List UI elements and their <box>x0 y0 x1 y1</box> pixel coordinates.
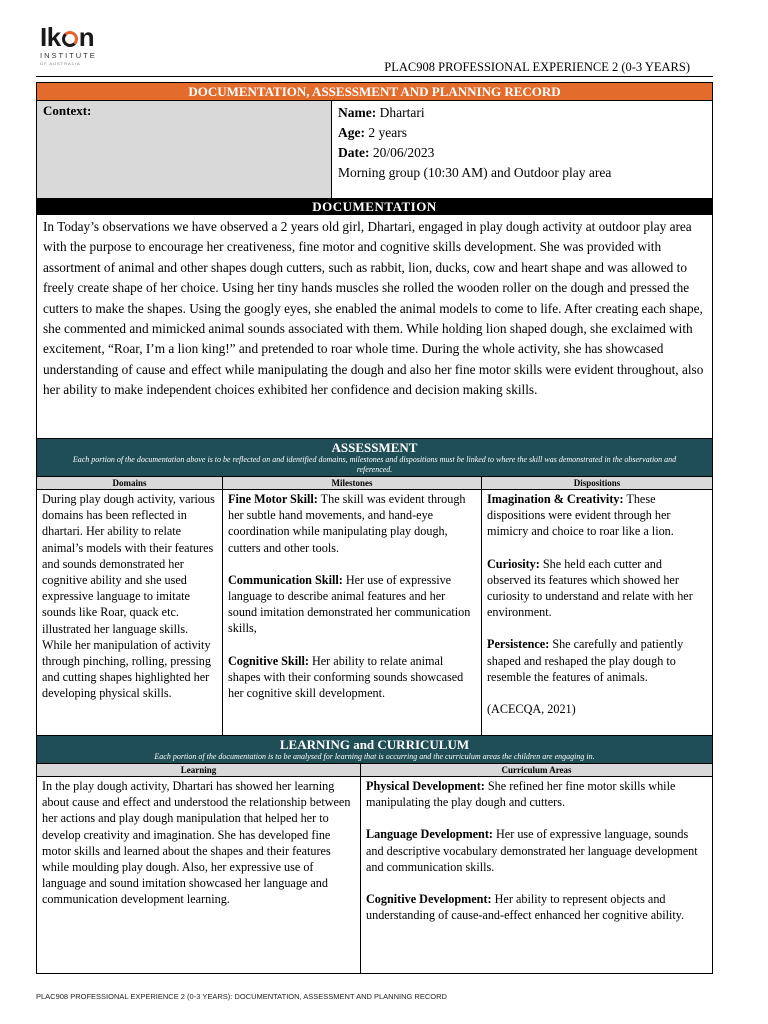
milestones-cell <box>223 490 482 735</box>
learning-cell <box>37 777 361 973</box>
curriculum-label: Language Development: <box>366 827 493 842</box>
curriculum-cell <box>361 777 712 973</box>
dispositions-column-header: Dispositions <box>482 476 712 490</box>
curriculum-column-header: Curriculum Areas <box>361 763 712 777</box>
curriculum-cognitive <box>366 891 707 923</box>
disposition-curiosity <box>487 556 707 621</box>
assessment-table <box>37 476 712 735</box>
name-label: Name: <box>338 105 377 120</box>
disposition-reference: (ACECQA, 2021) <box>487 702 576 717</box>
assessment-subtitle: Each portion of the documentation above is to be reflected on and identified domains, milestones and dispositions must be linked to where the skill was demonstrated in the observation and referenced. <box>72 455 677 474</box>
curriculum-label: Physical Development: <box>366 779 485 793</box>
record-form <box>36 82 713 974</box>
date-label: Date: <box>338 145 370 160</box>
milestones-column-header: Milestones <box>223 476 482 490</box>
curriculum-label: Cognitive Development: <box>366 892 492 907</box>
date-line <box>338 143 706 163</box>
logo-subtitle-small: OF AUSTRALIA <box>40 61 81 66</box>
curriculum-text: Her use of expressive language, sounds and descriptive vocabulary demonstrated her language development and communication skills. <box>366 827 698 874</box>
header-divider <box>36 76 713 77</box>
disposition-text: She held each cutter and observed its features which showed her curiosity to understand and relate with her environment. <box>487 556 693 620</box>
documentation-text: In Today’s observations we have observed a 2 years old girl, Dhartari, engaged in play dough activity at outdoor play area with the purpose to encourage her creativeness, fine motor and cognitive skills development. She was provided with assortment of animal and other shapes dough cutters, such as rabbit, lion, ducks, cow and heart shape and was allowed to freely create shape of her choice. Using her tiny hands muscles she rolled the wooden roller on the dough and pressed the cutters to make the shapes. Using the googly eyes, she enabled the animal models to come to life. After creating each shape, she commented and mimicked animal sounds associated with them. While holding lion shaped dough, she exclaimed with excitement, “Roar, I’m a lion king!” and pretended to roar whole time. During the whole activity, she has showcased understanding of cause and effect while manipulating the dough and also her fine motor skills were evident throughout, also her ability to make independent choices exhibited her confidence and decision making skills. <box>37 215 712 439</box>
domains-cell <box>37 490 223 735</box>
milestone-text: Her use of expressive language to describe animal features and her sound imitation demonstrated her communication skills, <box>228 572 471 636</box>
learning-text: In the play dough activity, Dhartari has showed her learning about cause and effect and understood the relationship between her actions and play dough manipulation that helped her to develop creativity and imagination. She has developed fine motor skills and learned about the shapes and their features while moulding play dough. Also, her expressive use of language and sound imitation showcased her language and communication development learning. <box>42 779 351 907</box>
documentation-title: DOCUMENTATION <box>37 199 712 215</box>
learning-table <box>37 763 712 973</box>
group-line: Morning group (10:30 AM) and Outdoor play area <box>338 165 612 180</box>
disposition-text: These dispositions were evident through her mimicry and choice to roar like a lion. <box>487 492 674 539</box>
context-section <box>37 101 712 199</box>
logo-subtitle: INSTITUTE <box>40 51 97 60</box>
name-line <box>338 103 706 123</box>
disposition-label: Persistence: <box>487 637 550 652</box>
milestone-label: Fine Motor Skill: <box>228 492 318 506</box>
age-label: Age: <box>338 125 365 140</box>
logo-word-part: n <box>78 22 95 52</box>
domains-column-header: Domains <box>37 476 223 490</box>
context-label: Context: <box>37 101 332 198</box>
curriculum-language <box>366 826 707 875</box>
assessment-title: ASSESSMENT <box>331 440 418 455</box>
assessment-header <box>37 439 712 476</box>
age-value: 2 years <box>365 125 407 140</box>
name-value: Dhartari <box>376 105 425 120</box>
milestone-text: The skill was evident through her subtle hand movements, and hand-eye coordination while manipulating play dough, cutters and other tools. <box>228 492 466 555</box>
page-footer: PLAC908 PROFESSIONAL EXPERIENCE 2 (0-3 YEARS): DOCUMENTATION, ASSESSMENT AND PLANNING RECORD <box>36 992 447 1001</box>
record-title: DOCUMENTATION, ASSESSMENT AND PLANNING RECORD <box>37 83 712 101</box>
disposition-label: Curiosity: <box>487 556 540 571</box>
milestone-label: Cognitive Skill: <box>228 653 309 668</box>
document-header: PLAC908 PROFESSIONAL EXPERIENCE 2 (0-3 YEARS) <box>384 60 690 74</box>
milestone-fine-motor <box>228 491 476 556</box>
learning-subtitle: Each portion of the documentation is to be analysed for learning that is occurring and the curriculum areas the children are engaging in. <box>154 752 595 761</box>
learning-title: LEARNING and CURRICULUM <box>279 737 470 752</box>
logo-word-part: Ik <box>40 22 61 52</box>
domains-text: During play dough activity, various domains has been reflected in dhartari. Her ability to relate animal’s models with their features and sounds demonstrated her cognitive ability and she used expressive language to imitate sounds like Roar, quack etc. illustrated her language skills. While her manipulation of activity through pinching, rolling, pressing and cutting shapes highlighted her developing physical skills. <box>42 492 215 701</box>
milestone-label: Communication Skill: <box>228 572 343 587</box>
disposition-text: She carefully and patiently shaped and reshaped the play dough to resemble the features of animals. <box>487 637 684 684</box>
disposition-label: Imagination & Creativity: <box>487 492 624 506</box>
logo-wordmark <box>40 24 110 50</box>
dispositions-cell <box>482 490 712 735</box>
age-line <box>338 123 706 143</box>
disposition-persistence <box>487 636 707 685</box>
curriculum-physical <box>366 778 707 810</box>
date-value: 20/06/2023 <box>369 145 435 160</box>
disposition-imagination <box>487 491 707 540</box>
child-details <box>332 101 712 198</box>
learning-header <box>37 735 712 763</box>
curriculum-text: She refined her fine motor skills while manipulating the play dough and cutters. <box>366 779 676 810</box>
milestone-text: Her ability to relate animal shapes with their conforming sounds showcased her cognitive skill development. <box>228 653 464 701</box>
milestone-cognitive <box>228 653 476 702</box>
ikon-institute-logo <box>40 24 110 72</box>
logo-o-icon <box>62 31 78 47</box>
milestone-communication <box>228 572 476 637</box>
curriculum-text: Her ability to represent objects and understanding of cause-and-effect enhanced her cognitive ability. <box>366 892 685 923</box>
learning-column-header: Learning <box>37 763 361 777</box>
